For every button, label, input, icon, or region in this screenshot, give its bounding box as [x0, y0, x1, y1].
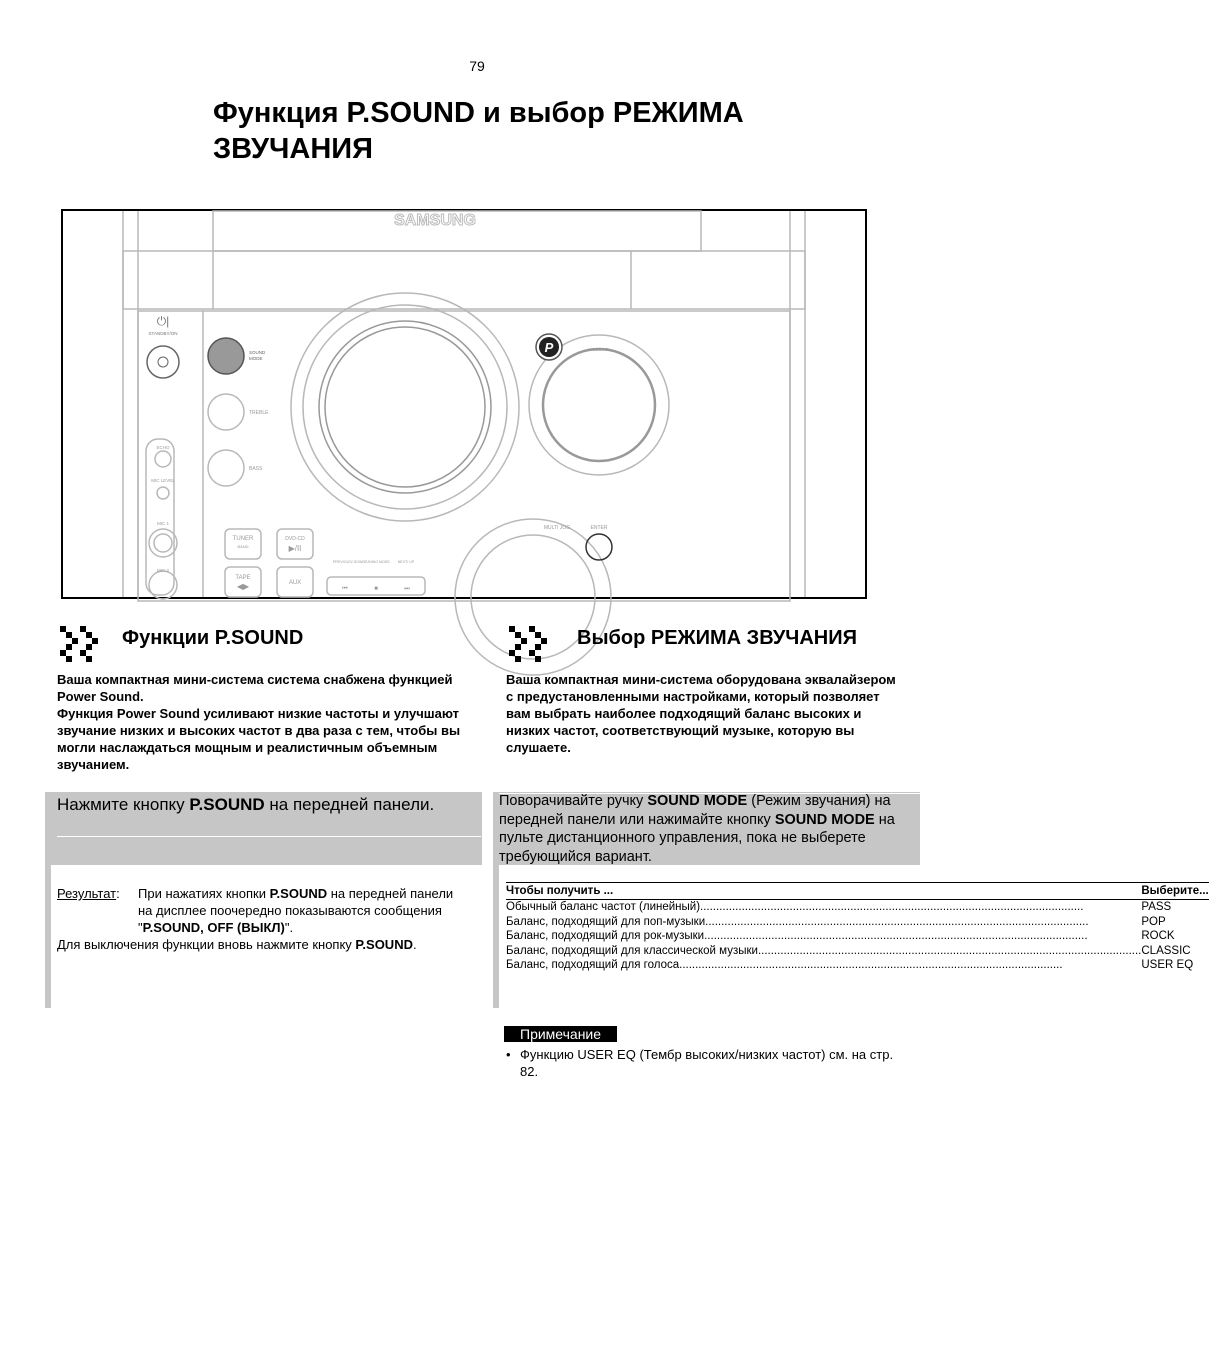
mic1-label: MIC 1	[156, 521, 170, 526]
table-row: Баланс, подходящий для голоса ........................................................................................................................ USER EQ	[506, 958, 1209, 973]
tape-label: TAPE	[235, 575, 251, 581]
play-pause-icon: ▶/II	[288, 544, 302, 553]
page-number: 79	[469, 58, 485, 74]
stop-icon: ■	[374, 586, 378, 592]
sound-mode-knob	[208, 338, 244, 374]
brand-logo: SAMSUNG	[394, 212, 476, 229]
svg-text:MODE: MODE	[249, 356, 263, 361]
right-side-bar	[493, 865, 499, 1008]
table-row: Баланс, подходящий для классической музыки ........................................................................................................................ CLASSIC	[506, 944, 1209, 959]
mic2-label: MIC 2	[156, 568, 170, 573]
row-value: PASS	[1141, 901, 1172, 913]
note-label: Примечание	[504, 1026, 617, 1042]
table-header-goal: Чтобы получить ...	[506, 883, 1141, 900]
left-intro	[57, 671, 482, 773]
note	[506, 1046, 910, 1080]
volume-label: VOLUME	[589, 347, 609, 352]
psound-icon: P	[544, 340, 554, 355]
row-value: USER EQ	[1141, 959, 1194, 971]
table-row: Обычный баланс частот (линейный) ........................................................................................................................ PASS	[506, 900, 1209, 915]
prev-label: PREVIOUS/ DOWN	[333, 560, 365, 564]
left-intro-line1: Ваша компактная мини-система система снабжена функцией Power Sound.	[57, 672, 453, 704]
standby-label: STANDBY/ON	[148, 331, 178, 336]
row-label: Обычный баланс частот (линейный)	[506, 901, 701, 913]
right-intro: Ваша компактная мини-система оборудована эквалайзером с предустановленными настройками, который позволяет вам выбрать наиболее подходящий баланс высоких и низких частот, соответствующий музыке, которую вы слушаете.	[506, 672, 896, 755]
skip-forward-icon: ⏭	[404, 586, 410, 592]
dvd-label: DVD-CD	[285, 536, 305, 542]
mic-level-label: MIC LEVEL	[151, 478, 175, 483]
tuning-mode-label: TUNING MODE	[364, 560, 390, 564]
tuner-label: TUNER	[232, 536, 254, 542]
page-title: Функция P.SOUND и выбор РЕЖИМА ЗВУЧАНИЯ	[213, 97, 744, 165]
row-label: Баланс, подходящий для голоса	[506, 959, 680, 971]
treble-label: TREBLE	[249, 410, 269, 416]
note-text: Функцию USER EQ (Тембр высоких/низких частот) см. на стр. 82.	[520, 1047, 894, 1079]
section-arrow-icon	[60, 626, 104, 664]
device-illustration	[61, 209, 867, 599]
bullet-icon: •	[506, 1047, 511, 1062]
table-row: Баланс, подходящий для поп-музыки ........................................................................................................................ POP	[506, 915, 1209, 930]
left-section-heading: Функции P.SOUND	[122, 627, 304, 649]
row-value: ROCK	[1141, 930, 1175, 942]
row-label: Баланс, подходящий для поп-музыки	[506, 915, 706, 928]
band-label: BAND	[237, 544, 249, 549]
right-instruction: Поворачивайте ручку SOUND MODE (Режим звучания) на передней панели или нажимайте кнопку SOUND MODE на пульте дистанционного управления, пока не выберете требующийся вариант.	[499, 793, 895, 865]
tape-direction-icon: ◀▶	[236, 582, 250, 591]
row-value: CLASSIC	[1141, 944, 1191, 957]
aux-label: AUX	[288, 580, 302, 586]
row-label: Баланс, подходящий для рок-музыки	[506, 930, 705, 942]
table-header-choice: Выберите...	[1141, 883, 1208, 900]
power-icon: ⏻|	[156, 314, 170, 328]
left-intro-line2: Функция Power Sound усиливают низкие частоты и улучшают звучание низких и высоких частот в два раза с тем, чтобы вы могли наслаждаться мощным и реалистичным объемным звучанием.	[57, 706, 461, 772]
echo-label: ECHO	[156, 445, 170, 450]
left-result: Результат: При нажатиях кнопки P.SOUND на передней панели на дисплее поочередно показываются сообщения "P.SOUND, OFF (ВЫКЛ)". Для выключения функции вновь нажмите кнопку P.SOUND.	[57, 885, 487, 953]
row-label: Баланс, подходящий для классической музыки	[506, 944, 758, 957]
next-label: NEXT/ UP	[397, 560, 415, 564]
enter-label: ENTER	[590, 525, 608, 531]
right-section-heading: Выбор РЕЖИМА ЗВУЧАНИЯ	[577, 627, 857, 649]
bass-label: BASS	[249, 466, 263, 472]
section-arrow-icon	[509, 626, 553, 664]
result-label: Результат	[57, 886, 117, 901]
off-instruction: Для выключения функции вновь нажмите кнопку P.SOUND.	[57, 937, 417, 952]
row-value: POP	[1141, 915, 1166, 928]
svg-text:SOUND: SOUND	[249, 350, 266, 355]
psound-key: P.SOUND	[189, 795, 265, 814]
skip-back-icon: ⏮	[342, 586, 348, 592]
standby-button	[147, 346, 179, 378]
table-row: Баланс, подходящий для рок-музыки ........................................................................................................................ ROCK	[506, 929, 1209, 944]
left-side-bar	[45, 865, 51, 1008]
sound-mode-table	[506, 882, 1209, 973]
multijog-label: MULTI JOG	[543, 525, 571, 531]
left-instruction: Нажмите кнопку P.SOUND на передней панели.	[57, 795, 435, 814]
